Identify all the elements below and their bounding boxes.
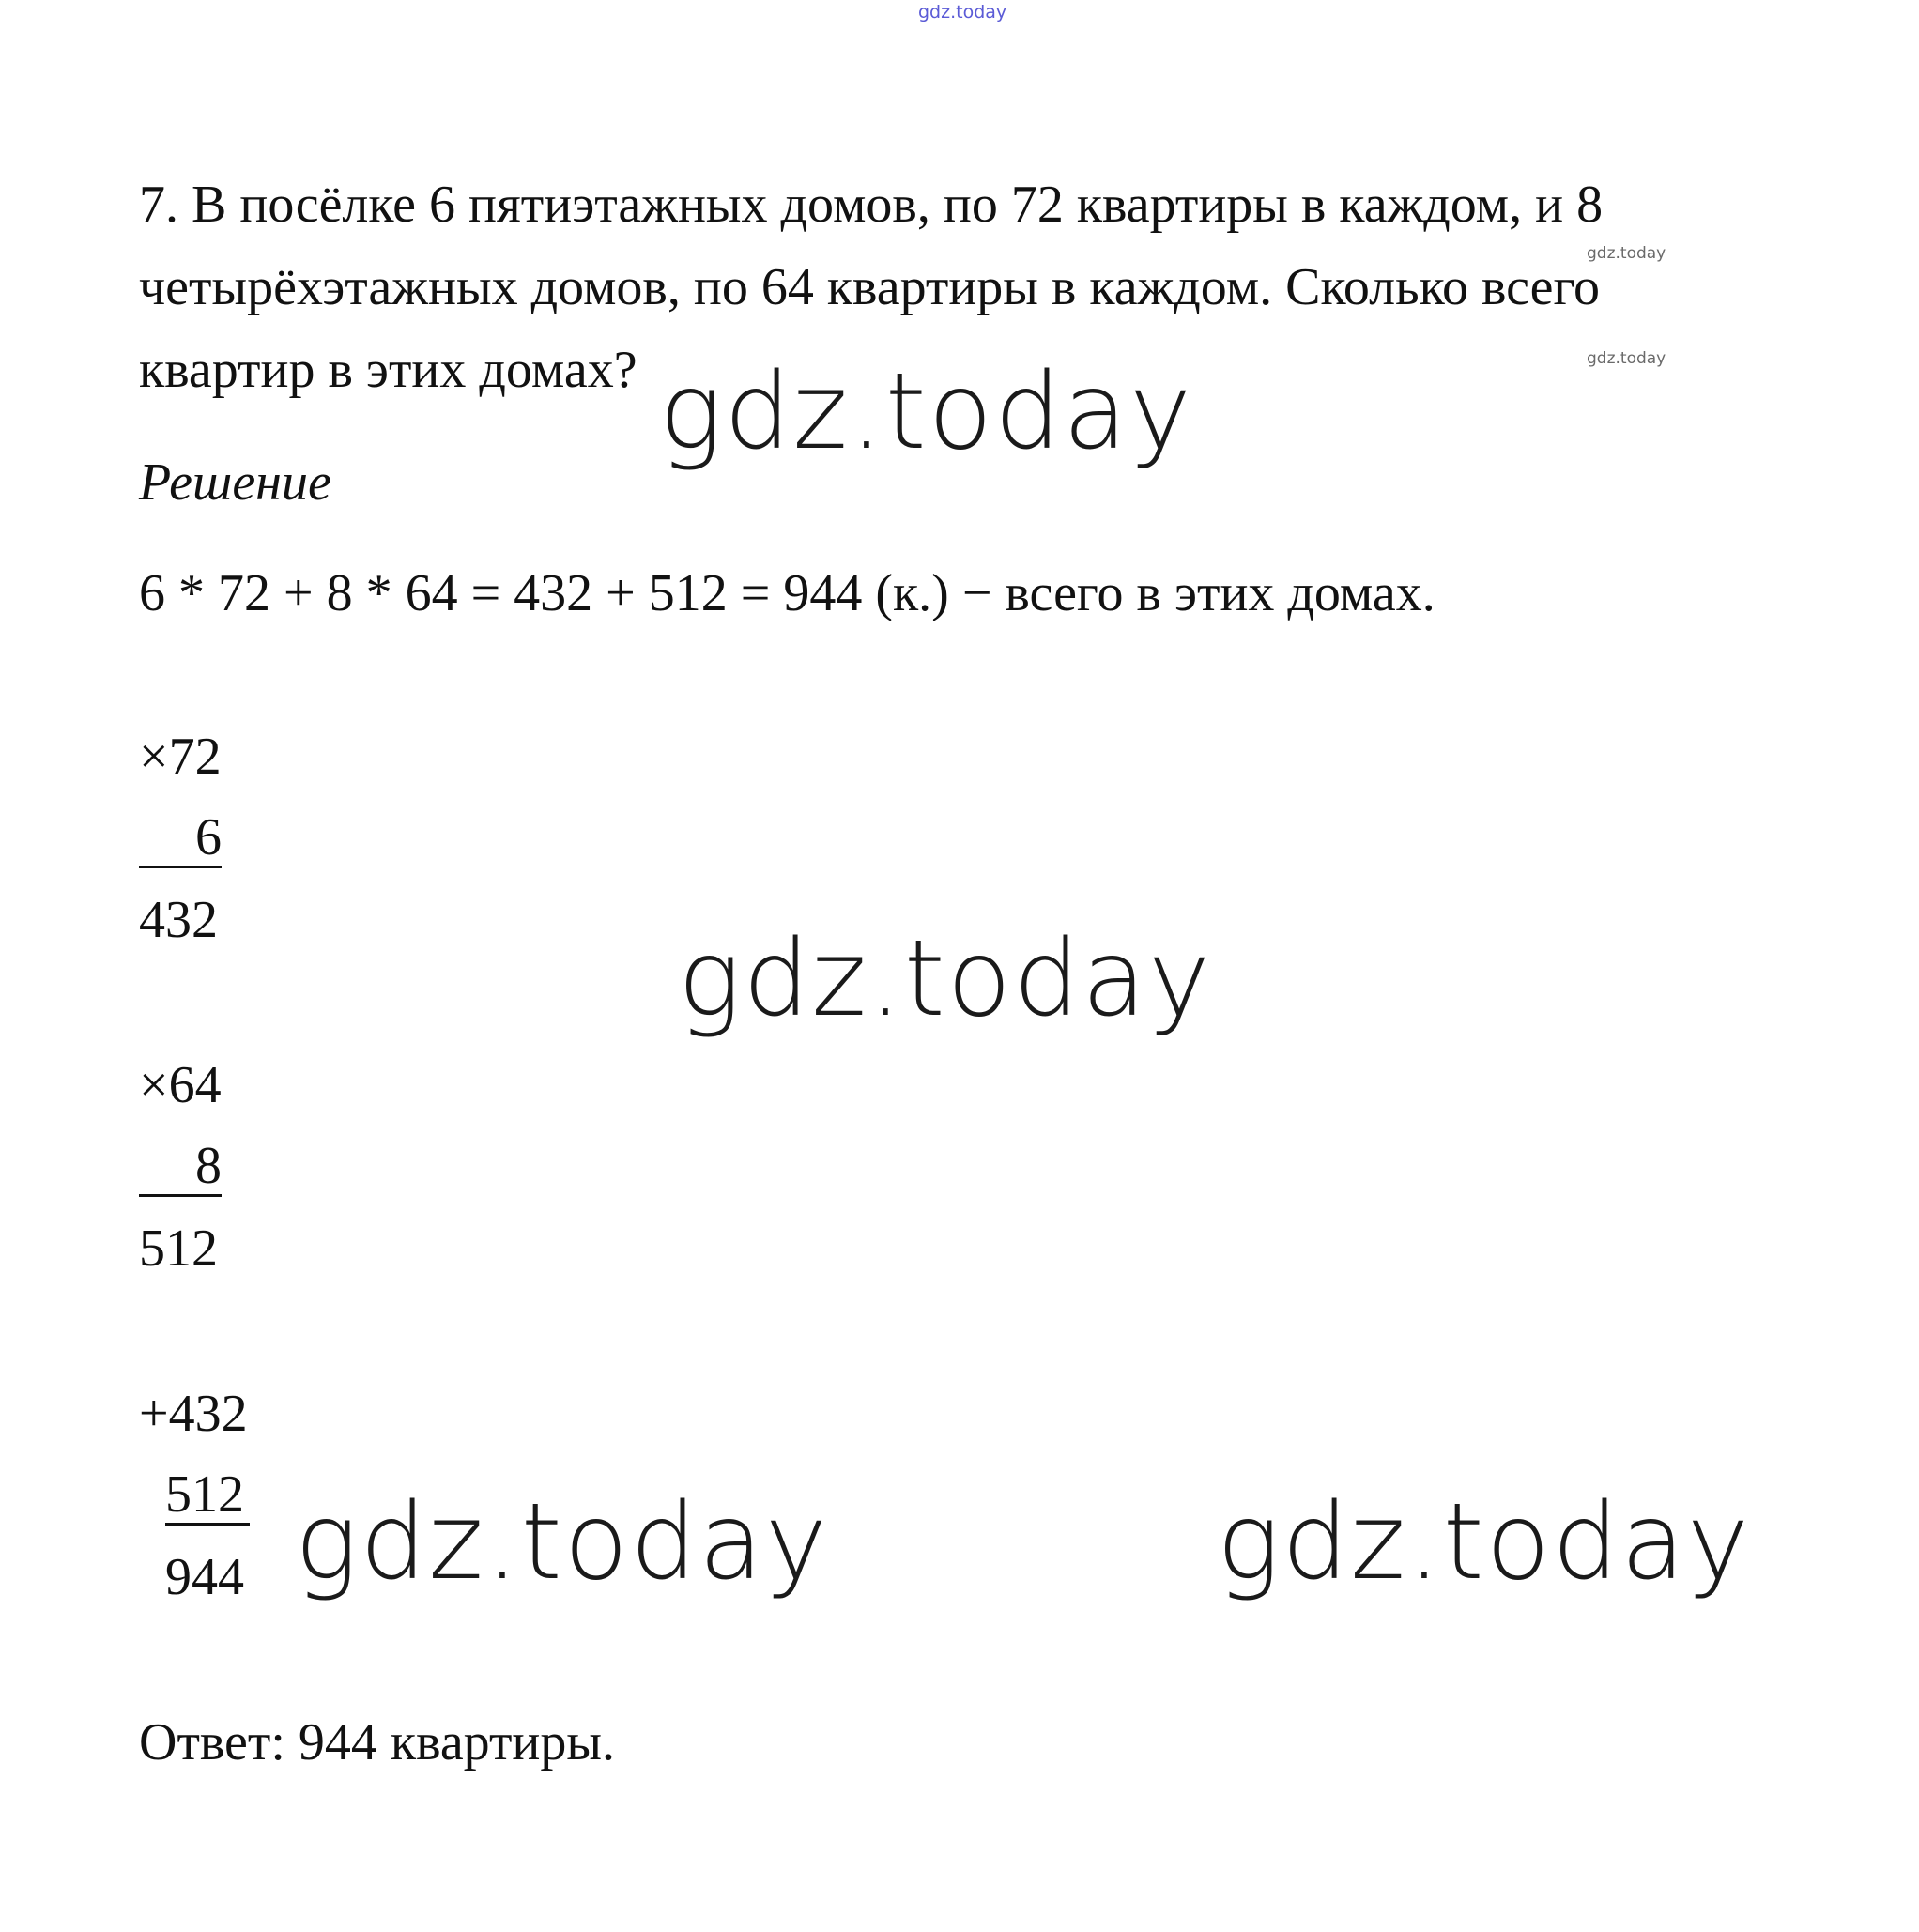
watermark-large-2: gdz.today — [678, 918, 1213, 1040]
calc3-result: 944 — [165, 1548, 244, 1606]
problem-line-3: квартир в этих домах? — [139, 341, 637, 399]
calc2-result: 512 — [139, 1219, 218, 1278]
calc1-mid: 6 — [139, 809, 222, 868]
calc1-result: 432 — [139, 891, 218, 949]
calc2-mid-wrap — [139, 1136, 222, 1197]
watermark-large-3: gdz.today — [295, 1481, 830, 1603]
watermark-small-1: gdz.today — [1587, 244, 1666, 263]
watermark-small-2: gdz.today — [1587, 349, 1666, 368]
calc2-mid: 8 — [139, 1138, 222, 1197]
calc3-mid: 512 — [165, 1466, 250, 1526]
answer-line: Ответ: 944 квартиры. — [139, 1713, 616, 1771]
problem-line-2: четырёхэтажных домов, по 64 квартиры в каждом. Сколько всего — [139, 258, 1601, 316]
watermark-large-1: gdz.today — [659, 351, 1194, 473]
solution-equation: 6 * 72 + 8 * 64 = 432 + 512 = 944 (к.) − всего в этих домах. — [139, 564, 1435, 622]
watermark-top: gdz.today — [918, 2, 1007, 23]
calc3-mid-wrap — [165, 1464, 250, 1526]
calc1-top: ×72 — [139, 728, 222, 786]
problem-line-1: 7. В посёлке 6 пятиэтажных домов, по 72 квартиры в каждом, и 8 — [139, 176, 1604, 234]
watermark-large-4: gdz.today — [1217, 1481, 1752, 1603]
solution-label: Решение — [139, 453, 331, 512]
calc3-top: +432 — [139, 1385, 248, 1443]
calc2-top: ×64 — [139, 1056, 222, 1114]
calc1-mid-wrap — [139, 807, 222, 868]
